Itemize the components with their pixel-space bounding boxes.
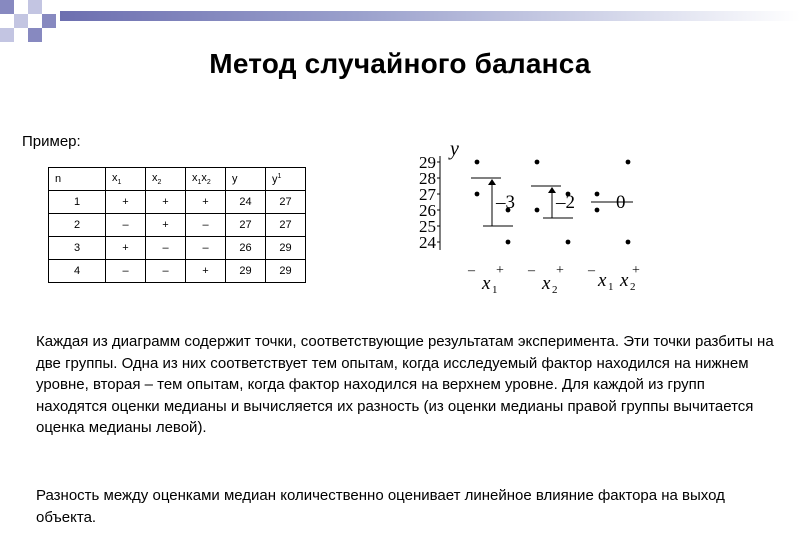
factor-label: x: [542, 273, 551, 294]
table-cell: –: [146, 260, 186, 283]
decor-square: [14, 14, 28, 28]
level-plus-label: +: [556, 263, 564, 278]
table-cell: –: [106, 214, 146, 237]
data-point: [475, 160, 480, 165]
decor-square: [42, 14, 56, 28]
level-minus-label: –: [528, 263, 535, 278]
table-cell: +: [106, 237, 146, 260]
example-label: Пример:: [22, 133, 81, 150]
slide-title: Метод случайного баланса: [209, 48, 591, 79]
header-x2-sub: 2: [157, 179, 162, 187]
table-cell: 3: [49, 237, 106, 260]
paragraph-conclusion: Разность между оценками медиан количественно оценивает линейное влияние фактора на выход объекта.: [36, 487, 725, 526]
table-cell: 2: [49, 214, 106, 237]
table-cell: 29: [266, 237, 306, 260]
header-y1-base: y: [272, 173, 278, 186]
y-tick-label: 26: [419, 201, 436, 220]
y-axis-label: y: [450, 138, 459, 160]
factor-subscript: 1: [608, 281, 614, 293]
header-cell-x1: [106, 168, 146, 191]
y-tick-label: 28: [419, 169, 436, 188]
table-cell: 4: [49, 260, 106, 283]
level-plus-label: +: [496, 263, 504, 278]
table-cell: –: [106, 260, 146, 283]
table-cell: 29: [266, 260, 306, 283]
decor-square: [28, 0, 42, 14]
y-tick-label: 27: [419, 185, 436, 204]
table-row: [49, 191, 306, 214]
table-cell: +: [186, 260, 226, 283]
factor-label: x: [620, 270, 629, 291]
factor-subscript: 1: [492, 284, 498, 296]
header-y1-sup: 1: [277, 172, 282, 180]
table-cell: 24: [226, 191, 266, 214]
table-cell: –: [186, 237, 226, 260]
arrow-head: [548, 187, 556, 193]
table-cell: 27: [266, 214, 306, 237]
data-point: [506, 240, 511, 245]
table-cell: +: [146, 191, 186, 214]
data-point: [566, 240, 571, 245]
scatter-diagram: [400, 132, 660, 302]
header-cell-n: [49, 168, 106, 191]
table-cell: 27: [266, 191, 306, 214]
header-cell-x2: [146, 168, 186, 191]
table-row: [49, 214, 306, 237]
factor-label: x: [482, 273, 491, 294]
header-x1-sub: 1: [117, 179, 122, 187]
header-cell-x1x2: [186, 168, 226, 191]
decor-square: [28, 28, 42, 42]
header-gradient-bar: [60, 11, 800, 21]
level-plus-label: +: [632, 263, 640, 278]
difference-label: –2: [556, 192, 575, 213]
arrow-head: [488, 179, 496, 185]
table-row: [49, 237, 306, 260]
table-cell: +: [146, 214, 186, 237]
header-x1x2-base2: x: [201, 171, 207, 184]
data-point: [535, 160, 540, 165]
y-tick-label: 25: [419, 217, 436, 236]
header-decoration: [0, 0, 800, 40]
data-point: [626, 160, 631, 165]
factor-subscript: 2: [630, 281, 636, 293]
y-tick-label: 29: [419, 153, 436, 172]
experiment-table: [48, 167, 306, 283]
header-x2-base: x: [152, 171, 158, 184]
decor-square: [0, 28, 14, 42]
header-cell-y1: [266, 168, 306, 191]
level-minus-label: –: [468, 263, 475, 278]
table-cell: –: [146, 237, 186, 260]
table-cell: 26: [226, 237, 266, 260]
data-point: [626, 240, 631, 245]
data-point: [535, 208, 540, 213]
table-cell: +: [186, 191, 226, 214]
data-point: [595, 208, 600, 213]
data-point: [595, 192, 600, 197]
header-x1x2-sub2: 2: [206, 179, 211, 187]
header-x1x2-sub: 1: [197, 179, 202, 187]
header-x1-base: x: [112, 171, 118, 184]
table-cell: +: [106, 191, 146, 214]
level-minus-label: –: [588, 263, 595, 278]
data-point: [475, 192, 480, 197]
table-header-row: [49, 168, 306, 191]
table-cell: 1: [49, 191, 106, 214]
paragraph-description: Каждая из диаграмм содержит точки, соответствующие результатам эксперимента. Эти точки разбиты на две группы. Одна из них соответствует тем опытам, когда исследуемый фактор находился на нижнем уровне, вторая – тем опытам, когда фактор находился на верхнем уровне. Для каждой из групп находятся оценки медианы и вычисляется их разность (из оценки медианы правой группы вычитается оценка медианы левой).: [36, 333, 774, 436]
table-cell: –: [186, 214, 226, 237]
header-n: n: [55, 173, 62, 185]
header-y: y: [232, 173, 238, 185]
factor-label: x: [598, 270, 607, 291]
decor-square: [0, 0, 14, 14]
table-cell: 27: [226, 214, 266, 237]
header-cell-y: [226, 168, 266, 191]
difference-label: –3: [496, 192, 515, 213]
header-x1x2-base: x: [192, 171, 198, 184]
table-row: [49, 260, 306, 283]
factor-subscript: 2: [552, 284, 558, 296]
table-cell: 29: [226, 260, 266, 283]
difference-label: 0: [616, 192, 626, 213]
y-tick-label: 24: [419, 233, 436, 252]
